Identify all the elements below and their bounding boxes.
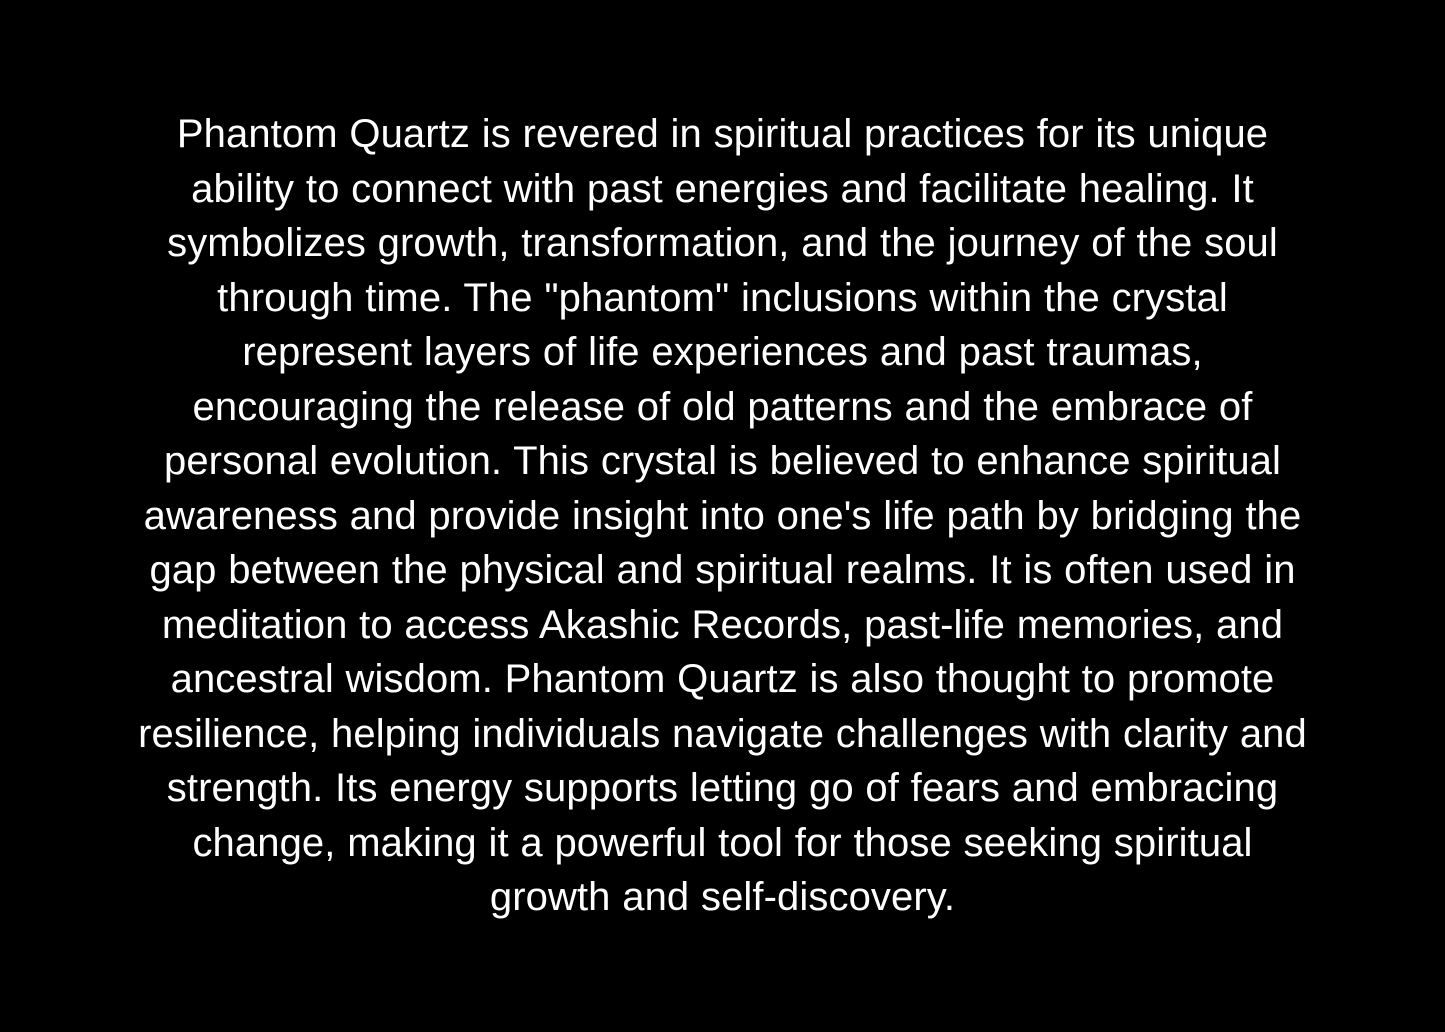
body-paragraph: Phantom Quartz is revered in spiritual practices for its unique ability to connect with past energies and facilitate healing. It symbolizes growth, transformation, and the journey of the soul through time. The "phantom" inclusions within the crystal represent layers of life experiences and past traumas, encouraging the release of old patterns and the embrace of personal evolution. This crystal is believed to enhance spiritual awareness and provide insight into one's life path by bridging the gap between the physical and spiritual realms. It is often used in meditation to access Akashic Records, past-life memories, and ancestral wisdom. Phantom Quartz is also thought to promote resilience, helping individuals navigate challenges with clarity and strength. Its energy supports letting go of fears and embracing change, making it a powerful tool for those seeking spiritual growth and self-discovery. — [138, 112, 1319, 920]
